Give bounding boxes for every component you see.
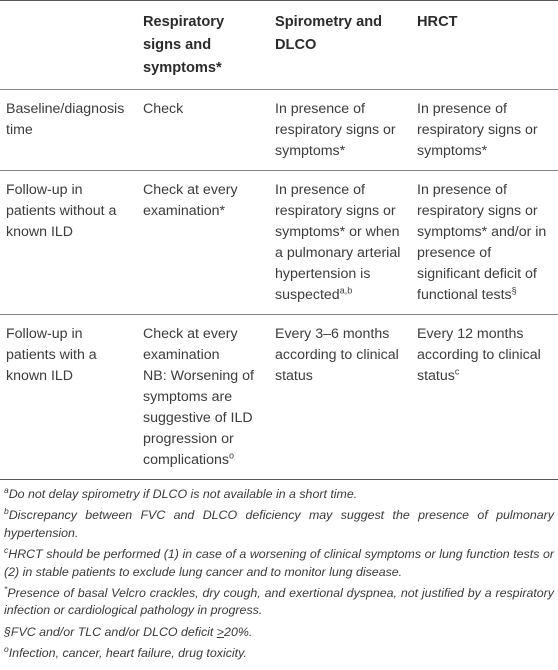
- cell-hrct: [411, 171, 558, 315]
- footnote-a: $^a$Do not delay spirometry if DLCO is not available in a short time.: [4, 484, 358, 501]
- cell-text: Check at every examination: [143, 326, 238, 363]
- row-label: [0, 315, 137, 480]
- cell-text: In presence of respiratory signs or symptoms*: [275, 101, 396, 159]
- cell-hrct: [411, 90, 558, 171]
- cell-symptoms: [137, 90, 269, 171]
- footnote-section: §FVC and/or TLC and/or DLCO deficit >20%.: [4, 624, 253, 639]
- header-spirometry: Spirometry and DLCO: [275, 14, 383, 53]
- cell-text: Check: [143, 101, 184, 117]
- cell-text-note: NB: Worsening of symptoms are suggestive of ILD progression or complications: [143, 368, 254, 468]
- row-label: [0, 171, 137, 315]
- footnote-o: $^o$Infection, cancer, heart failure, drug toxicity.: [4, 644, 247, 661]
- footnote-ref: o: [228, 450, 234, 461]
- cell-spirometry: [269, 171, 411, 315]
- footnote-c: $^c$HRCT should be performed (1) in case of a worsening of clinical symptoms or lung function tests or (2) in stable patients to exclude lung cancer and to monitor lung disease.: [4, 545, 554, 579]
- header-empty: [0, 1, 137, 90]
- footnote-ref: c: [454, 366, 460, 377]
- cell-spirometry: [269, 90, 411, 171]
- footnote-asterisk: *Presence of basal Velcro crackles, dry cough, and exertional dyspnea, not justified by a respiratory infection or cardiological pathology in progress.: [4, 583, 554, 618]
- table-header-row: [0, 1, 558, 90]
- footnote-ref: §: [511, 285, 517, 296]
- header-hrct: HRCT: [417, 14, 458, 30]
- cell-text: Check at every examination*: [143, 182, 238, 219]
- cell-text: Every 3–6 months according to clinical status: [275, 326, 399, 384]
- cell-symptoms: [137, 171, 269, 315]
- footnotes: [0, 480, 558, 663]
- cell-text: In presence of respiratory signs or symptoms*: [417, 101, 538, 159]
- row-label-text: Baseline/diagnosis time: [6, 101, 125, 138]
- cell-text: In presence of respiratory signs or symptoms* or when a pulmonary arterial hypertension is suspected: [275, 182, 401, 303]
- table-row: [0, 171, 558, 315]
- table-row: [0, 90, 558, 171]
- header-symptoms: Respiratory signs and symptoms*: [143, 14, 225, 76]
- cell-symptoms: [137, 315, 269, 480]
- row-label-text: Follow-up in patients with a known ILD: [6, 326, 97, 384]
- row-label: [0, 90, 137, 171]
- cell-hrct: [411, 315, 558, 480]
- cell-text: In presence of respiratory signs or symptoms* and/or in presence of significant deficit of functional tests: [417, 182, 547, 303]
- table-row: [0, 315, 558, 480]
- footnote-b: $^b$Discrepancy between FVC and DLCO deficiency may suggest the presence of pulmonary hypertension.: [4, 506, 554, 540]
- footnote-ref: a,b: [339, 285, 353, 296]
- cell-text: Every 12 months according to clinical status: [417, 326, 541, 384]
- row-label-text: Follow-up in patients without a known ILD: [6, 182, 117, 240]
- cell-spirometry: [269, 315, 411, 480]
